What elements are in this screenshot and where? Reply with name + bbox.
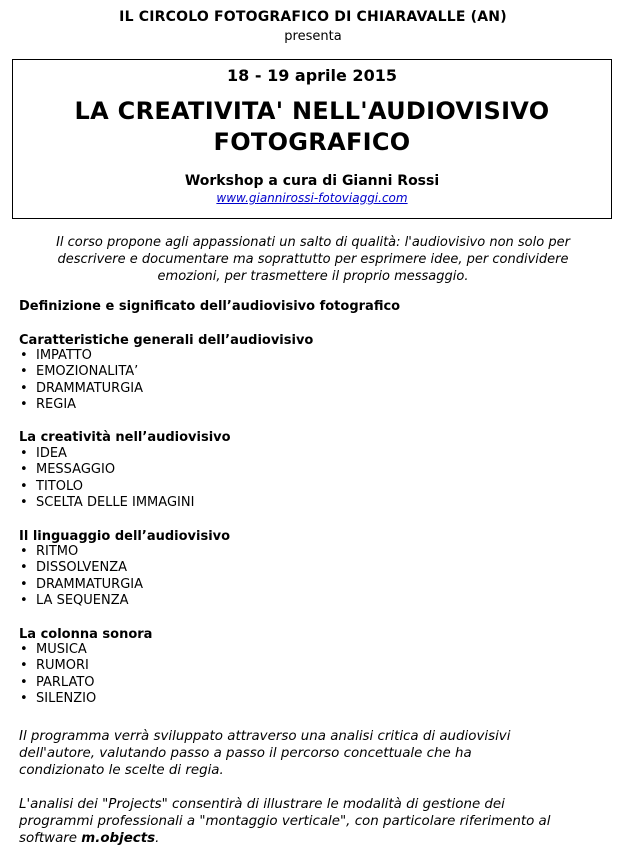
- section-heading-creativita: La creatività nell’audiovisivo: [19, 430, 231, 445]
- list-item: • IMPATTO: [19, 348, 143, 364]
- event-box: [12, 59, 612, 219]
- list-item: • IDEA: [19, 446, 194, 462]
- projects-line3-prefix: software: [19, 831, 82, 846]
- intro-line: emozioni, per trasmettere il proprio messaggio.: [157, 269, 469, 284]
- projects-line3-suffix: .: [155, 831, 160, 846]
- list-item: • RUMORI: [19, 658, 96, 674]
- software-name: m.objects: [81, 831, 156, 846]
- intro-line: descrivere e documentare ma soprattutto per esprimere idee, per condividere: [57, 252, 569, 267]
- list-creativita: [19, 446, 194, 512]
- list-item: • MUSICA: [19, 642, 96, 658]
- definition-heading: Definizione e significato dell’audiovisivo fotografico: [19, 299, 401, 314]
- program-line: Il programma verrà sviluppato attraverso una analisi critica di audiovisivi: [19, 729, 511, 744]
- list-item: • REGIA: [19, 397, 143, 413]
- workshop-credit: Workshop a cura di Gianni Rossi: [184, 173, 440, 189]
- list-item: • LA SEQUENZA: [19, 593, 143, 609]
- list-item: • DRAMMATURGIA: [19, 381, 143, 397]
- section-heading-colonna-sonora: La colonna sonora: [19, 627, 153, 642]
- list-item: • PARLATO: [19, 675, 96, 691]
- organizer-title: IL CIRCOLO FOTOGRAFICO DI CHIARAVALLE (AN): [119, 9, 507, 25]
- list-colonna-sonora: [19, 642, 96, 708]
- website-link[interactable]: www.giannirossi-fotoviaggi.com: [216, 191, 408, 205]
- program-line: dell'autore, valutando passo a passo il percorso concettuale che ha: [19, 746, 472, 761]
- list-item: • TITOLO: [19, 479, 194, 495]
- projects-line: [19, 830, 611, 847]
- event-title: [13, 96, 611, 158]
- intro-line: Il corso propone agli appassionati un salto di qualità: l'audiovisivo non solo per: [56, 235, 570, 250]
- list-linguaggio: [19, 544, 143, 610]
- program-line: condizionato le scelte di regia.: [19, 763, 224, 778]
- projects-line: programmi professionali a "montaggio verticale", con particolare riferimento al: [19, 814, 551, 829]
- list-item: • EMOZIONALITA’: [19, 364, 143, 380]
- list-caratteristiche: [19, 348, 143, 414]
- intro-paragraph: [26, 234, 600, 285]
- list-item: • SILENZIO: [19, 691, 96, 707]
- list-item: • DISSOLVENZA: [19, 560, 143, 576]
- presents-label: presenta: [284, 29, 342, 44]
- event-dates: 18 - 19 aprile 2015: [227, 66, 397, 85]
- section-heading-caratteristiche: Caratteristiche generali dell’audiovisivo: [19, 333, 314, 348]
- event-title-line2: FOTOGRAFICO: [213, 128, 411, 156]
- list-item: • SCELTA DELLE IMMAGINI: [19, 495, 194, 511]
- event-title-line1: LA CREATIVITA' NELL'AUDIOVISIVO: [74, 97, 550, 125]
- program-paragraph: [19, 728, 611, 779]
- list-item: • DRAMMATURGIA: [19, 577, 143, 593]
- list-item: • MESSAGGIO: [19, 462, 194, 478]
- projects-line: L'analisi dei "Projects" consentirà di illustrare le modalità di gestione dei: [19, 797, 505, 812]
- list-item: • RITMO: [19, 544, 143, 560]
- section-heading-linguaggio: Il linguaggio dell’audiovisivo: [19, 529, 231, 544]
- projects-paragraph: [19, 796, 611, 847]
